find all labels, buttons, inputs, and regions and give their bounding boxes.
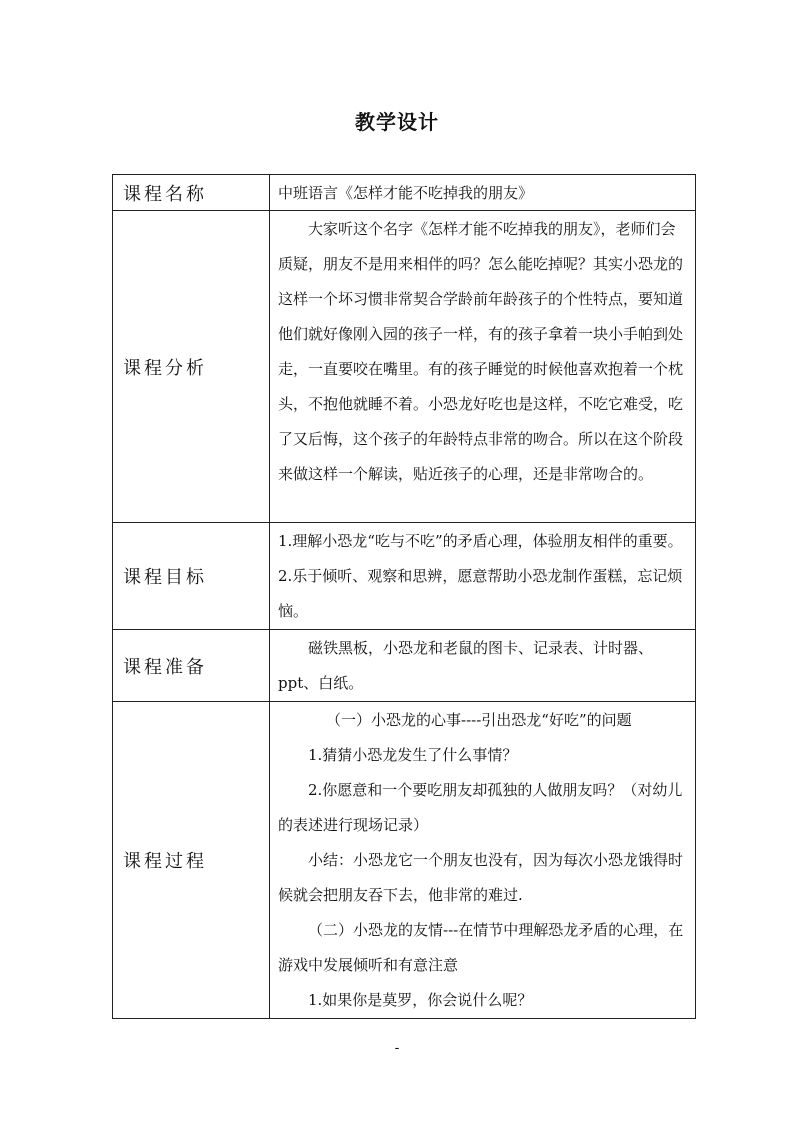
row-value-goal bbox=[270, 523, 696, 630]
row-value-prep bbox=[270, 630, 696, 702]
prep-text: 磁铁黑板，小恐龙和老鼠的图卡、记录表、计时器、ppt、白纸。 bbox=[278, 639, 654, 692]
process-section-1: （一）小恐龙的心事----引出恐龙“好吃”的问题 bbox=[326, 711, 632, 729]
row-label-goal: 课程目标 bbox=[113, 523, 270, 630]
row-label-analysis: 课程分析 bbox=[113, 211, 270, 523]
table-row bbox=[113, 702, 696, 1019]
process-item-2: 2.你愿意和一个要吃朋友却孤独的人做朋友吗？（对幼儿的表述进行现场记录） bbox=[278, 781, 683, 834]
process-item-3: 1.如果你是莫罗，你会说什么呢？ bbox=[308, 991, 533, 1009]
table-row bbox=[113, 175, 696, 211]
row-label-process: 课程过程 bbox=[113, 702, 270, 1019]
table-row bbox=[113, 211, 696, 523]
goal-text: 1.理解小恐龙“吃与不吃”的矛盾心理，体验朋友相伴的重要。2.乐于倾听、观察和思辨，愿意帮助小恐龙制作蛋糕，忘记烦恼。 bbox=[278, 532, 683, 620]
page-title: 教学设计 bbox=[355, 110, 439, 134]
table-row bbox=[113, 523, 696, 630]
row-value-name bbox=[270, 175, 696, 211]
course-name-text: 中班语言《怎样才能不吃掉我的朋友》 bbox=[278, 184, 534, 202]
row-value-process bbox=[270, 702, 696, 1019]
row-value-analysis bbox=[270, 211, 696, 523]
lesson-plan-table bbox=[112, 174, 696, 1019]
process-summary: 小结：小恐龙它一个朋友也没有，因为每次小恐龙饿得时候就会把朋友吞下去，他非常的难过. bbox=[278, 851, 684, 904]
analysis-text: 大家听这个名字《怎样才能不吃掉我的朋友》，老师们会质疑，朋友不是用来相伴的吗？怎么能吃掉呢？其实小恐龙的这样一个坏习惯非常契合学龄前年龄孩子的个性特点，要知道他们就好像刚入园的孩子一样，有的孩子拿着一块小手帕到处走，一直要咬在嘴里。有的孩子睡觉的时候他喜欢抱着一个枕头，不抱他就睡不着。小恐龙好吃也是这样，不吃它难受，吃了又后悔，这个孩子的年龄特点非常的吻合。所以在这个阶段来做这样一个解读，贴近孩子的心理，还是非常吻合的。 bbox=[278, 220, 684, 483]
table-row bbox=[113, 630, 696, 702]
page-number: - bbox=[394, 1040, 400, 1056]
process-item-1: 1.猜猜小恐龙发生了什么事情？ bbox=[308, 746, 518, 764]
process-section-2: （二）小恐龙的友情---在情节中理解恐龙矛盾的心理，在游戏中发展倾听和有意注意 bbox=[278, 921, 684, 974]
row-label-name: 课程名称 bbox=[113, 175, 270, 211]
row-label-prep: 课程准备 bbox=[113, 630, 270, 702]
